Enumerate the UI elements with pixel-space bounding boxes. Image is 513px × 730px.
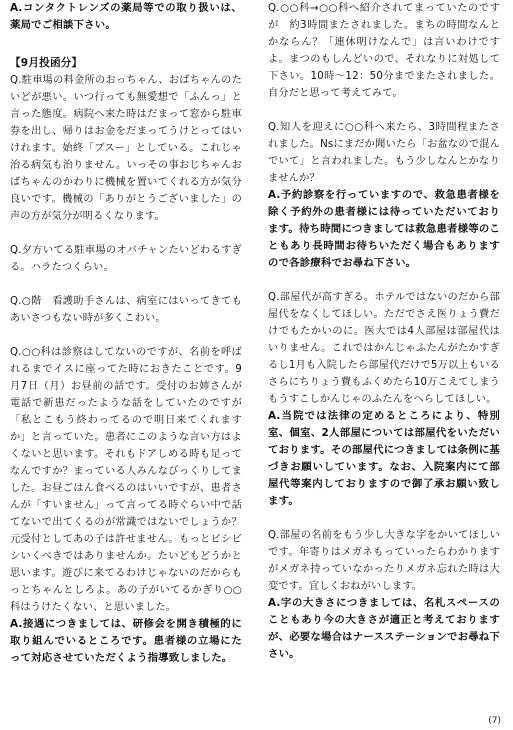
section-heading: 【9月投函分】 <box>10 57 83 69</box>
spacer <box>10 276 242 293</box>
question-paragraph: Q.部屋代が高すぎる。ホテルではないのだから部屋代をなくしてほしい。ただでさえ医りょう費だけでもたかいのに。医大では4人部屋は部屋代はいりません。これではかんじゃふたんがたかすぎるし1月も入院したら部屋代だけで5万以上もいるさらにちりょう費もふくめたら10万こえてしまうもうすこしかんじゃのふたんをへらしてほしい。 <box>268 292 500 405</box>
answer-paragraph: A.当院では法律の定めるところにより、特別室、個室、2人部屋については部屋代をいただいております。その部屋代につきましては条例に基づきお願いしています。なお、入院案内にて部屋代等案内しておりますので御了承お願い致します。 <box>268 410 500 507</box>
answer-paragraph: A.接遇につきましては、研修会を開き積極的に取り組んでいるところです。患者様の立場にたって対応させていただくよう指導致しました。 <box>10 618 242 664</box>
spacer <box>10 327 242 344</box>
spacer <box>10 225 242 242</box>
question-paragraph: Q.駐車場の料金所のおっちゃん、おばちゃんのたいどが悪い。いつ行っても無愛想で「ふんっ」と言った態度。病院へ来た時はだまって窓から駐車券を出し、帰りはお金をだまってうけとってはいけれます。始終「ブスー」としている。これじゃ治る病気も治りません。いっその事おじちゃんおばちゃんのかわりに機械を置いてくれる方が気分良いです。機械の「ありがとうございました」の声の方が気分が明るくなります。 <box>10 75 242 222</box>
question-paragraph: Q.部屋の名前をもう少し大きな字をかいてほしいです。年寄りはメガネもっていったらわかりますがメガネ持っていなかったりメガネ忘れた時は大変です。宜しくおねがいします。 <box>268 530 500 592</box>
page-number: (7) <box>488 716 501 726</box>
question-paragraph: Q.知人を迎えに○○科へ来たら、3時間程またされました。Nsにまだか聞いたら「お盆なので混んでいて」と言われました。もう少しなんとかなりませんか？ <box>268 122 500 184</box>
spacer <box>268 102 500 119</box>
question-paragraph: Q.○階 看護助手さんは、病室にはいってきてもあいさつもない時が多くこわい。 <box>10 296 242 324</box>
spacer <box>268 272 500 289</box>
question-paragraph: Q.○○科→○○科へ紹介されてまっていたのですが 約3時間またされました。まちの時間なんとかならん？「連休明けなんで」は言いわけですよ。まつのもしんどいので、それなりに対処して下さい。10時〜12：50分までまたされました。自分だと思って考えてみて。 <box>268 3 500 99</box>
question-paragraph: Q.夕方いてる駐車場のオバチャンたいどわるすぎる。ハラたつくらい。 <box>10 245 242 273</box>
question-paragraph: Q.○○科は診察はしてないのですが、名前を呼ばれるまでイスに座ってた時におきたことです。9月7日（月）お昼前の話です。受付のお姉さんが電話で新患だったような話をしていたのですが「私とこもう終わってるので明日来てくれますか」と言っていた。患者にこのような言い方はよくないと思います。それもドアしめる時も足ってなんですか？まっている人みんなびっくりしてました。お昼ごはん食べるのはいいですが、患者さんが「すいません」って言ってる時ぐらい中で話てないで出てくるのが常識ではないでしょうか？元受付としてあの子は許せません。もっとビシビシいくべきではありませんか。たいどもどうかと思います。遊びに来てるわけじゃないのだからもっとちゃんとしろよ。あの子がいてるかぎり○○科はうけたくない、と思いました。 <box>10 347 242 613</box>
spacer <box>10 34 242 51</box>
spacer <box>268 510 500 527</box>
answer-paragraph: A.予約診察を行っていますので、救急患者様を除く予約外の患者様には待っていただいております。待ち時間につきましては救急患者様等のこともあり長時間お待ちいただく場合もありますので各診療科でお尋ね下さい。 <box>268 189 500 269</box>
answer-paragraph: A.字の大きさにつきましては、名札スペースのこともあり今の大きさが適正と考えておりますが、必要な場合はナースステーションでお尋ね下さい。 <box>268 597 500 660</box>
answer-paragraph: A.コンタクトレンズの薬局等での取り扱いは、薬局でご相談下さい。 <box>10 2 242 31</box>
left-column <box>10 0 242 667</box>
right-column <box>268 0 500 663</box>
